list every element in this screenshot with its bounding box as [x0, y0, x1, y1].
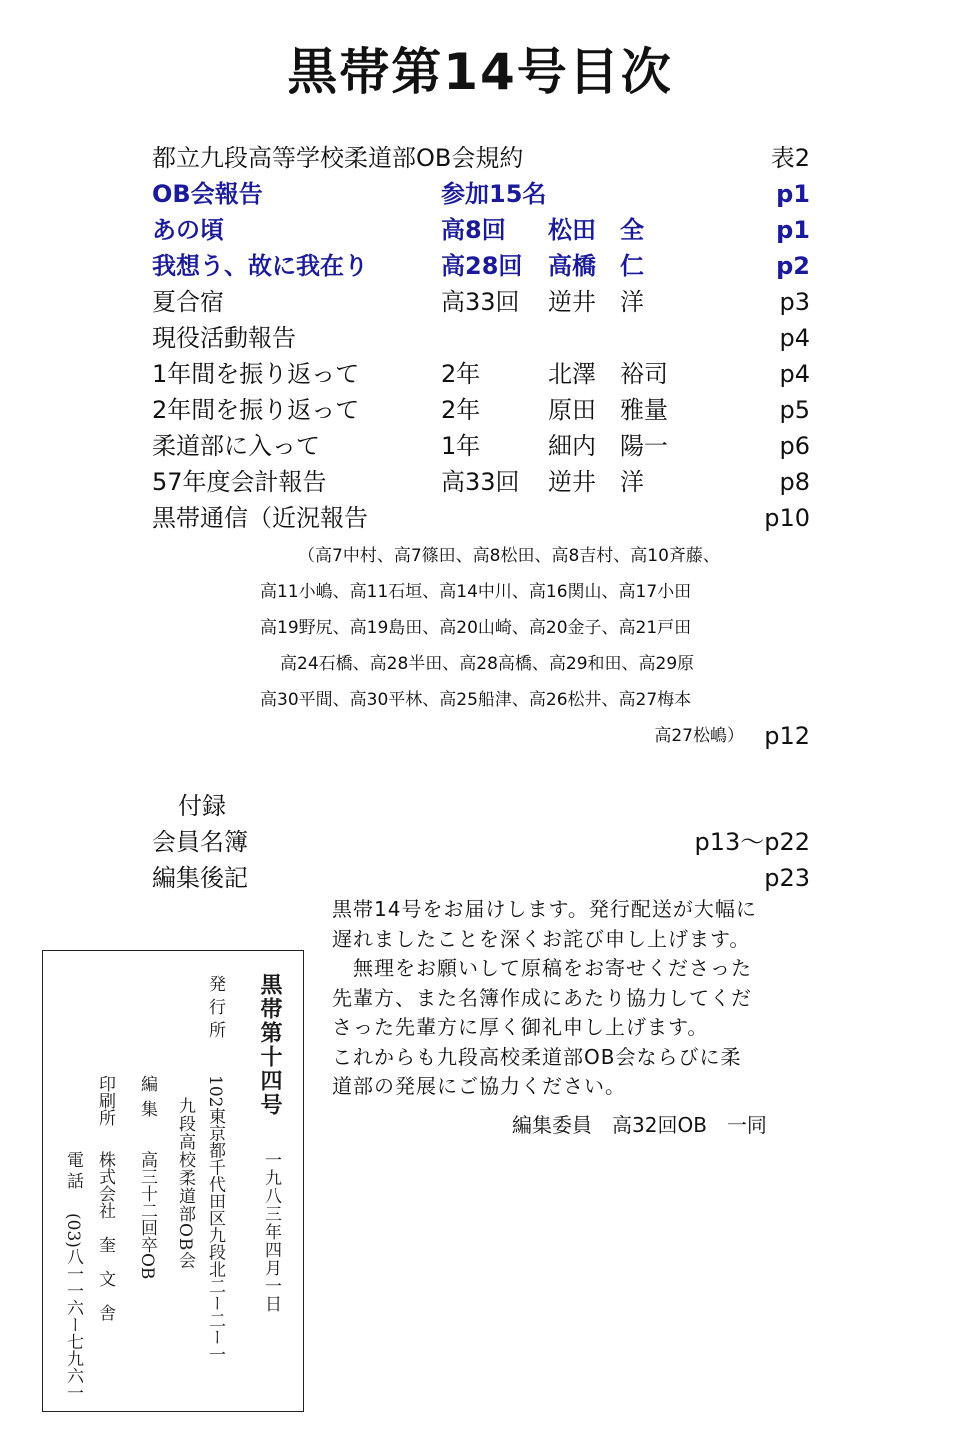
toc-page: p23: [764, 864, 810, 892]
toc-author: 逆井 洋: [548, 468, 644, 496]
page-title: 黒帯第14号目次: [287, 43, 673, 101]
toc-page: p10: [764, 504, 810, 532]
toc-row: [0, 248, 960, 284]
toc-title: 1年間を振り返って: [152, 360, 360, 388]
toc-title: 黒帯通信（近況報告: [152, 504, 368, 532]
toc-row: [0, 176, 960, 212]
toc-title: 現役活動報告: [152, 324, 296, 352]
toc-title: OB会報告: [152, 180, 263, 208]
toc-title: あの頃: [152, 216, 224, 244]
news-line-text: 高27松嶋）: [654, 726, 744, 746]
toc-title: 我想う、故に我在り: [152, 252, 368, 280]
news-line-text: 高30平間、高30平林、高25船津、高26松井、高27梅本: [260, 690, 692, 710]
toc-page: p13〜p22: [694, 828, 810, 856]
toc-title: 2年間を振り返って: [152, 396, 360, 424]
afterword-line: これからも九段高校柔道部OB会ならびに柔: [332, 1044, 742, 1069]
appendix-label: 付録: [178, 792, 226, 820]
toc-page: 表2: [770, 144, 810, 172]
news-line: [0, 538, 960, 574]
toc-row: [0, 392, 960, 428]
toc-author: 松田 全: [548, 216, 644, 244]
colophon-publisher-address: 102東京都千代田区九段北二ー二ー一: [205, 1075, 225, 1363]
toc-row: [0, 140, 960, 176]
colophon-editor-label: 編集: [137, 1075, 157, 1125]
colophon-phone-label: 電話: [63, 1151, 83, 1193]
toc-page: p5: [779, 396, 810, 424]
colophon-issue-title: 黒帯第十四号: [257, 973, 283, 1117]
news-line: [0, 682, 960, 718]
toc-author: 細内 陽一: [548, 432, 668, 460]
news-line-text: 高11小嶋、高11石垣、高14中川、高16関山、高17小田: [260, 582, 692, 602]
toc-info: 高33回: [441, 468, 520, 496]
toc-page: p1: [776, 180, 810, 208]
toc-author: 北澤 裕司: [548, 360, 668, 388]
toc-row: [0, 320, 960, 356]
toc-title: 会員名簿: [152, 828, 248, 856]
colophon-issue-date: 一九八三年四月一日: [261, 1151, 281, 1313]
colophon-editor-name: 高三十二回卒OB: [137, 1151, 157, 1280]
toc-page: p2: [776, 252, 810, 280]
afterword-line: 無理をお願いして原稿をお寄せくださった: [332, 956, 752, 980]
toc-title: 夏合宿: [152, 288, 224, 316]
news-line-text: 高19野尻、高19島田、高20山崎、高20金子、高21戸田: [260, 618, 692, 638]
colophon-publisher-label: 発行所: [205, 975, 225, 1044]
afterword-line: 道部の発展にご協力ください。: [332, 1074, 626, 1098]
afterword-line: 黒帯14号をお届けします。発行配送が大幅に: [332, 897, 757, 921]
news-line-text: 高24石橋、高28半田、高28高橋、高29和田、高29原: [280, 654, 695, 674]
news-line-last: [0, 718, 960, 754]
appendix-row: [0, 860, 960, 896]
editors-afterword: [332, 895, 812, 1102]
colophon-publisher-name: 九段高校柔道部OB会: [175, 1097, 195, 1270]
toc-page: p4: [779, 360, 810, 388]
news-line-text: （高7中村、高7篠田、高8松田、高8吉村、高10斉藤、: [298, 546, 720, 566]
afterword-line: 遅れましたことを深くお詫び申し上げます。: [332, 926, 751, 951]
toc-author: 逆井 洋: [548, 288, 644, 316]
toc-row: [0, 284, 960, 320]
toc-page: p3: [779, 288, 810, 316]
toc-title: 57年度会計報告: [152, 468, 327, 496]
colophon-printer-name: 株式会社 奎 文 舎: [95, 1151, 115, 1321]
colophon-phone-number: (03)八一一六ー七九六一: [63, 1213, 83, 1401]
toc-page: p4: [779, 324, 810, 352]
toc-page: p8: [779, 468, 810, 496]
toc-row: [0, 428, 960, 464]
toc-page: p6: [779, 432, 810, 460]
toc-page: p1: [776, 216, 810, 244]
toc-row: [0, 356, 960, 392]
colophon-box: [42, 950, 304, 1412]
afterword-line: さった先輩方に厚く御礼申し上げます。: [332, 1015, 709, 1039]
toc-author: 原田 雅量: [548, 396, 668, 424]
toc-title: 都立九段高等学校柔道部OB会規約: [152, 144, 524, 172]
news-line: [0, 574, 960, 610]
toc-info: 2年: [441, 360, 481, 388]
news-line: [0, 610, 960, 646]
toc-info: 1年: [441, 432, 481, 460]
toc-row: [0, 464, 960, 500]
toc-info: 高8回: [441, 216, 506, 244]
afterword-line: 先輩方、また名簿作成にあたり協力してくだ: [332, 985, 752, 1010]
toc-row: [0, 212, 960, 248]
toc-info: 高33回: [441, 288, 520, 316]
appendix-row: [0, 824, 960, 860]
toc-info: 参加15名: [441, 180, 547, 208]
afterword-signature: 編集委員 高32回OB 一同: [512, 1113, 767, 1137]
news-line: [0, 646, 960, 682]
toc-row: [0, 500, 960, 536]
toc-page: p12: [764, 722, 810, 750]
toc-title: 柔道部に入って: [152, 432, 320, 460]
colophon-printer-label: 印刷所: [95, 1075, 115, 1126]
toc-author: 高橋 仁: [548, 252, 644, 280]
toc-info: 2年: [441, 396, 481, 424]
toc-title: 編集後記: [152, 864, 248, 892]
toc-info: 高28回: [441, 252, 523, 280]
